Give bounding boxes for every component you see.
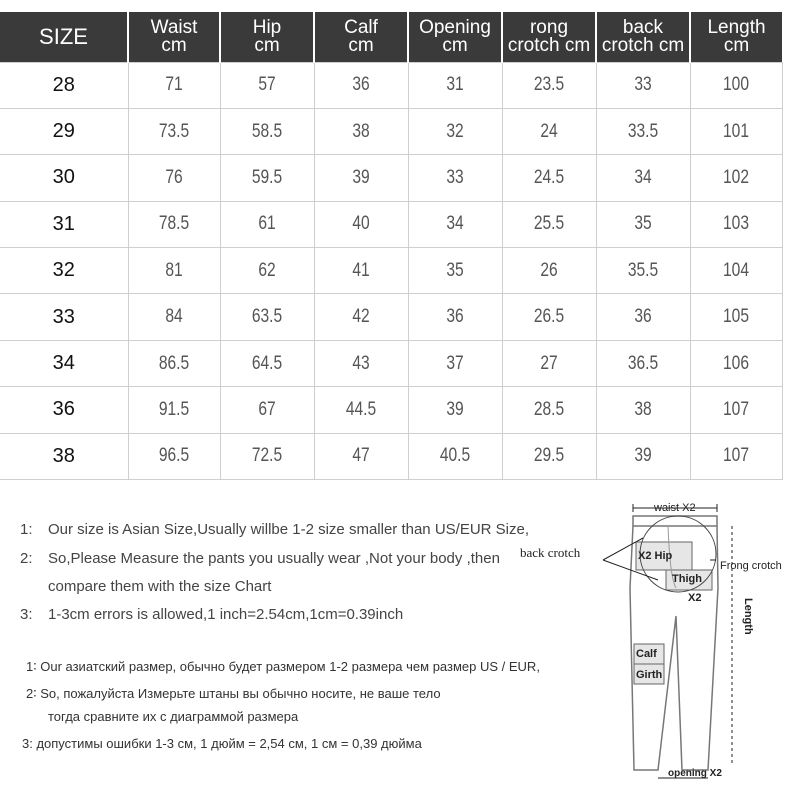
note-ru-2: 2∶ So, пожалуйста Измерьте штаны вы обычно носите, не ваше тело [26, 686, 441, 701]
cell-length: 104 [698, 248, 773, 294]
waist-label: waist X2 [654, 502, 696, 514]
cell-size: 34 [0, 340, 128, 386]
cell-back-crotch: 34 [604, 155, 681, 201]
girth-label: Girth [636, 669, 663, 681]
cell-size: 38 [0, 433, 128, 479]
cell-opening: 32 [416, 108, 493, 154]
length-label: Length [742, 598, 754, 635]
table-row [0, 387, 782, 433]
header-opening: Opening cm [408, 12, 502, 62]
cell-calf: 43 [322, 340, 399, 386]
cell-length: 105 [698, 294, 773, 340]
note-ru-2-continued: тогда сравните их с диаграммой размера [48, 709, 299, 724]
cell-calf: 36 [322, 62, 399, 108]
cell-opening: 31 [416, 62, 493, 108]
note-ru-3: 3: допустимы ошибки 1-3 см, 1 дюйм = 2,54 см, 1 см = 0,39 дюйма [22, 736, 422, 751]
cell-opening: 36 [416, 294, 493, 340]
cell-hip: 59.5 [228, 155, 305, 201]
cell-waist: 81 [136, 248, 211, 294]
cell-waist: 91.5 [136, 387, 211, 433]
note-en-1 [20, 521, 529, 538]
cell-front-crotch: 26 [510, 248, 587, 294]
header-calf: Calf cm [314, 12, 408, 62]
cell-opening: 40.5 [416, 433, 493, 479]
cell-front-crotch: 29.5 [510, 433, 587, 479]
cell-waist: 78.5 [136, 201, 211, 247]
cell-length: 102 [698, 155, 773, 201]
note-text: 1-3cm errors is allowed,1 inch=2.54cm,1cm=0.39inch [48, 606, 404, 623]
cell-length: 103 [698, 201, 773, 247]
cell-back-crotch: 35.5 [604, 248, 681, 294]
note-number: 2: [20, 550, 33, 567]
cell-back-crotch: 36.5 [604, 340, 681, 386]
cell-hip: 67 [228, 387, 305, 433]
cell-waist: 71 [136, 62, 211, 108]
table-row [0, 155, 782, 201]
size-chart-table [0, 12, 783, 480]
cell-opening: 39 [416, 387, 493, 433]
cell-front-crotch: 26.5 [510, 294, 587, 340]
cell-back-crotch: 33 [604, 62, 681, 108]
cell-hip: 63.5 [228, 294, 305, 340]
cell-front-crotch: 23.5 [510, 62, 587, 108]
table-row [0, 433, 782, 479]
cell-waist: 86.5 [136, 340, 211, 386]
calf-label: Calf [636, 648, 657, 660]
cell-size: 30 [0, 155, 128, 201]
table-header-row [0, 12, 782, 62]
cell-calf: 42 [322, 294, 399, 340]
cell-front-crotch: 24.5 [510, 155, 587, 201]
note-ru-1: 1∶ Our азиатский размер, обычно будет размером 1-2 размера чем размер US / EUR, [26, 659, 540, 674]
cell-length: 107 [698, 433, 773, 479]
header-size: SIZE [0, 12, 128, 62]
cell-hip: 72.5 [228, 433, 305, 479]
table-row [0, 201, 782, 247]
table-row [0, 108, 782, 154]
note-number: 3: [20, 606, 33, 623]
thigh-label: Thigh [672, 573, 702, 585]
cell-back-crotch: 39 [604, 433, 681, 479]
cell-waist: 73.5 [136, 108, 211, 154]
header-hip: Hip cm [220, 12, 314, 62]
back-crotch-label: back crotch [520, 545, 581, 560]
cell-calf: 38 [322, 108, 399, 154]
cell-opening: 35 [416, 248, 493, 294]
cell-hip: 61 [228, 201, 305, 247]
cell-waist: 76 [136, 155, 211, 201]
cell-back-crotch: 35 [604, 201, 681, 247]
cell-length: 106 [698, 340, 773, 386]
cell-size: 36 [0, 387, 128, 433]
cell-size: 31 [0, 201, 128, 247]
cell-calf: 44.5 [322, 387, 399, 433]
table-row [0, 62, 782, 108]
note-text: Our size is Asian Size,Usually willbe 1-2 size smaller than US/EUR Size, [48, 521, 530, 538]
cell-calf: 40 [322, 201, 399, 247]
cell-calf: 41 [322, 248, 399, 294]
cell-length: 107 [698, 387, 773, 433]
cell-size: 33 [0, 294, 128, 340]
note-en-2-continued: compare them with the size Chart [48, 578, 272, 595]
cell-opening: 33 [416, 155, 493, 201]
cell-opening: 34 [416, 201, 493, 247]
header-waist: Waist cm [128, 12, 220, 62]
cell-calf: 47 [322, 433, 399, 479]
table-body [0, 62, 782, 480]
cell-back-crotch: 36 [604, 294, 681, 340]
note-text: So,Please Measure the pants you usually wear ,Not your body ,then [48, 550, 500, 567]
cell-back-crotch: 33.5 [604, 108, 681, 154]
cell-calf: 39 [322, 155, 399, 201]
cell-front-crotch: 24 [510, 108, 587, 154]
cell-size: 32 [0, 248, 128, 294]
cell-hip: 62 [228, 248, 305, 294]
cell-front-crotch: 27 [510, 340, 587, 386]
cell-waist: 96.5 [136, 433, 211, 479]
cell-back-crotch: 38 [604, 387, 681, 433]
cell-waist: 84 [136, 294, 211, 340]
cell-hip: 57 [228, 62, 305, 108]
cell-front-crotch: 28.5 [510, 387, 587, 433]
pants-outline-drawing [518, 498, 798, 788]
front-crotch-label: Frong crotch [720, 560, 782, 572]
cell-front-crotch: 25.5 [510, 201, 587, 247]
table-row [0, 340, 782, 386]
header-back-crotch: back crotch cm [596, 12, 690, 62]
cell-hip: 64.5 [228, 340, 305, 386]
note-number: 1: [20, 521, 33, 538]
cell-size: 28 [0, 62, 128, 108]
pants-measurement-diagram [518, 498, 798, 788]
opening-label: opening X2 [668, 768, 722, 779]
cell-length: 100 [698, 62, 773, 108]
hip-label: X2 Hip [638, 550, 673, 562]
cell-opening: 37 [416, 340, 493, 386]
cell-size: 29 [0, 108, 128, 154]
cell-length: 101 [698, 108, 773, 154]
note-en-2 [20, 550, 500, 567]
thigh-x2-label: X2 [688, 592, 702, 604]
header-length: Length cm [690, 12, 782, 62]
table-row [0, 294, 782, 340]
header-front-crotch: rong crotch cm [502, 12, 596, 62]
cell-hip: 58.5 [228, 108, 305, 154]
note-en-3 [20, 606, 403, 623]
table-row [0, 248, 782, 294]
